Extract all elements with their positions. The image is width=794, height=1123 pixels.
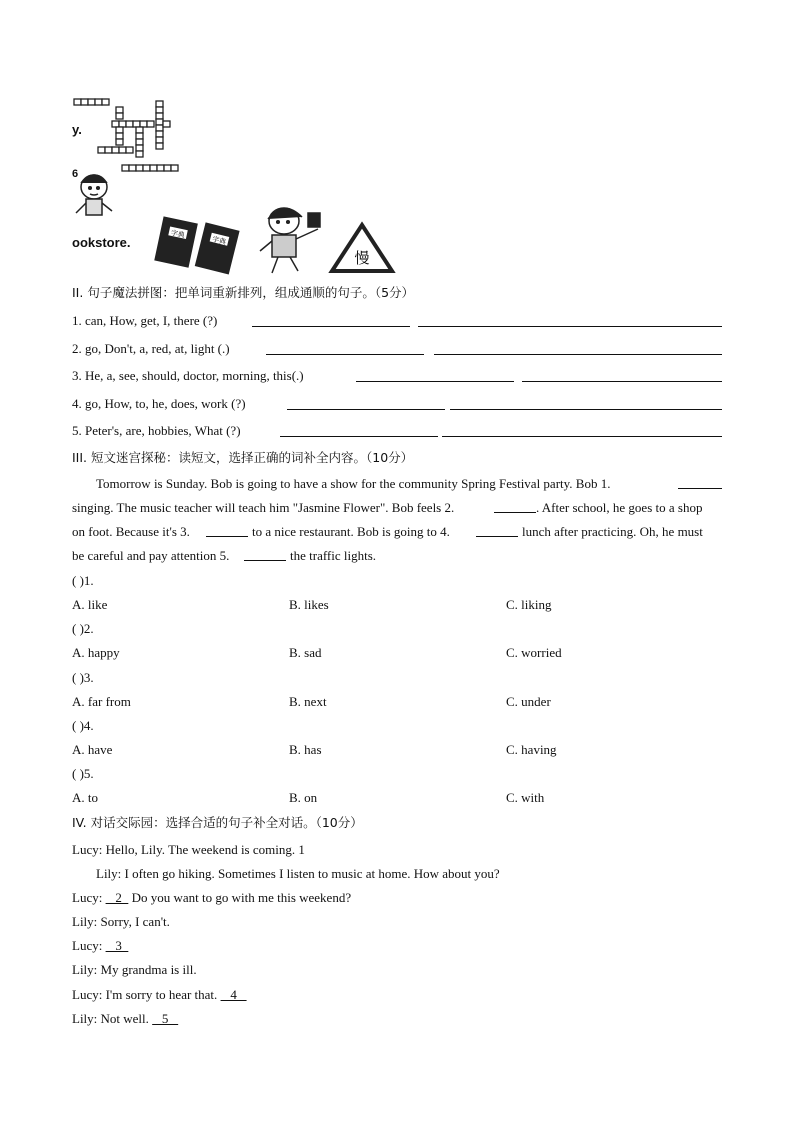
- fragment-text: ookstore.: [72, 235, 131, 250]
- dialogue-blank-2[interactable]: 2: [105, 890, 129, 905]
- passage-blank-1[interactable]: [678, 488, 722, 489]
- question-number[interactable]: ( )1.: [72, 573, 94, 588]
- section-title: III. 短文迷宫探秘：读短文，选择正确的词补全内容。（10分）: [72, 450, 414, 465]
- reading-passage: [72, 476, 722, 572]
- option-b[interactable]: B. has: [289, 742, 322, 757]
- fragment-text: y.: [72, 122, 82, 137]
- option-c[interactable]: C. under: [506, 694, 551, 709]
- answer-line[interactable]: [280, 436, 438, 437]
- passage-text: to a nice restaurant. Bob is going to 4.: [252, 524, 450, 539]
- boy-figure-icon: [76, 175, 112, 215]
- dialogue-line: [72, 938, 128, 954]
- dialogue-line: Lily: I often go hiking. Sometimes I listen to music at home. How about you?: [96, 866, 500, 881]
- answer-line[interactable]: [450, 409, 722, 410]
- dialogue-line: [72, 987, 247, 1003]
- question-number[interactable]: ( )5.: [72, 766, 94, 781]
- answer-line[interactable]: [442, 436, 722, 437]
- speaker-text: Lucy:: [72, 890, 106, 905]
- section-title: II. 句子魔法拼图：把单词重新排列，组成通顺的句子。（5分）: [72, 285, 415, 300]
- question-text: 2. go, Don't, a, red, at, light (.): [72, 341, 230, 356]
- dialogue-line: Lily: My grandma is ill.: [72, 962, 197, 977]
- question-number[interactable]: ( )3.: [72, 670, 94, 685]
- question-item: [72, 341, 230, 357]
- answer-line[interactable]: [252, 326, 410, 327]
- option-b[interactable]: B. likes: [289, 597, 329, 612]
- question-number[interactable]: ( )4.: [72, 718, 94, 733]
- question-text: 4. go, How, to, he, does, work (?): [72, 396, 246, 411]
- running-child-icon: [260, 208, 320, 273]
- question-item: [72, 313, 217, 329]
- crossword-illustration: [72, 95, 402, 275]
- dialogue-blank-3[interactable]: 3: [105, 938, 129, 953]
- warning-sign-icon: [332, 225, 392, 271]
- option-c[interactable]: C. with: [506, 790, 545, 805]
- passage-text: . After school, he goes to a shop: [536, 500, 703, 515]
- question-item: [72, 368, 304, 384]
- option-a[interactable]: A. far from: [72, 694, 131, 709]
- answer-line[interactable]: [434, 354, 722, 355]
- option-a[interactable]: A. to: [72, 790, 98, 805]
- option-a[interactable]: A. happy: [72, 645, 120, 660]
- option-c[interactable]: C. worried: [506, 645, 562, 660]
- answer-line[interactable]: [418, 326, 722, 327]
- passage-blank-5[interactable]: [244, 560, 286, 561]
- answer-line[interactable]: [522, 381, 722, 382]
- passage-text: be careful and pay attention 5.: [72, 548, 230, 563]
- option-c[interactable]: C. liking: [506, 597, 552, 612]
- fragment-text: 6: [72, 168, 79, 180]
- dialogue-blank-4[interactable]: 4: [220, 987, 247, 1002]
- sign-label: 慢: [354, 249, 370, 267]
- answer-line[interactable]: [266, 354, 424, 355]
- option-c[interactable]: C. having: [506, 742, 557, 757]
- dialogue-line: [72, 1011, 178, 1027]
- option-b[interactable]: B. on: [289, 790, 318, 805]
- book-icon: [195, 223, 239, 274]
- passage-text: singing. The music teacher will teach him "Jasmine Flower". Bob feels 2.: [72, 500, 455, 515]
- dialogue-line: Lucy: Hello, Lily. The weekend is coming. 1: [72, 842, 305, 857]
- speaker-text: Lucy:: [72, 938, 106, 953]
- question-text: 5. Peter's, are, hobbies, What (?): [72, 423, 241, 438]
- dialogue-text: Do you want to go with me this weekend?: [128, 890, 352, 905]
- dialogue-blank-5[interactable]: 5: [152, 1011, 179, 1026]
- book-label: 字典: [211, 235, 227, 247]
- passage-text: Tomorrow is Sunday. Bob is going to have a show for the community Spring Festival party. Bob 1.: [96, 476, 611, 491]
- question-text: 3. He, a, see, should, doctor, morning, this(.): [72, 368, 304, 383]
- dialogue-line: Lily: Sorry, I can't.: [72, 914, 170, 929]
- passage-blank-2[interactable]: [494, 512, 536, 513]
- passage-blank-3[interactable]: [206, 536, 248, 537]
- option-b[interactable]: B. sad: [289, 645, 322, 660]
- question-item: [72, 423, 241, 439]
- passage-blank-4[interactable]: [476, 536, 518, 537]
- speaker-text: Lily: Not well.: [72, 1011, 153, 1026]
- passage-text: lunch after practicing. Oh, he must: [522, 524, 703, 539]
- book-icon: [155, 217, 197, 267]
- book-label: 字典: [170, 228, 186, 240]
- speaker-text: Lucy: I'm sorry to hear that.: [72, 987, 221, 1002]
- passage-text: on foot. Because it's 3.: [72, 524, 190, 539]
- section-title: IV. 对话交际园：选择合适的句子补全对话。（10分）: [72, 815, 363, 830]
- option-a[interactable]: A. have: [72, 742, 113, 757]
- option-a[interactable]: A. like: [72, 597, 108, 612]
- answer-line[interactable]: [287, 409, 445, 410]
- question-item: [72, 396, 246, 412]
- passage-text: the traffic lights.: [290, 548, 377, 563]
- question-number[interactable]: ( )2.: [72, 621, 94, 636]
- question-text: 1. can, How, get, I, there (?): [72, 313, 218, 328]
- dialogue-line: [72, 890, 351, 906]
- option-b[interactable]: B. next: [289, 694, 327, 709]
- answer-line[interactable]: [356, 381, 514, 382]
